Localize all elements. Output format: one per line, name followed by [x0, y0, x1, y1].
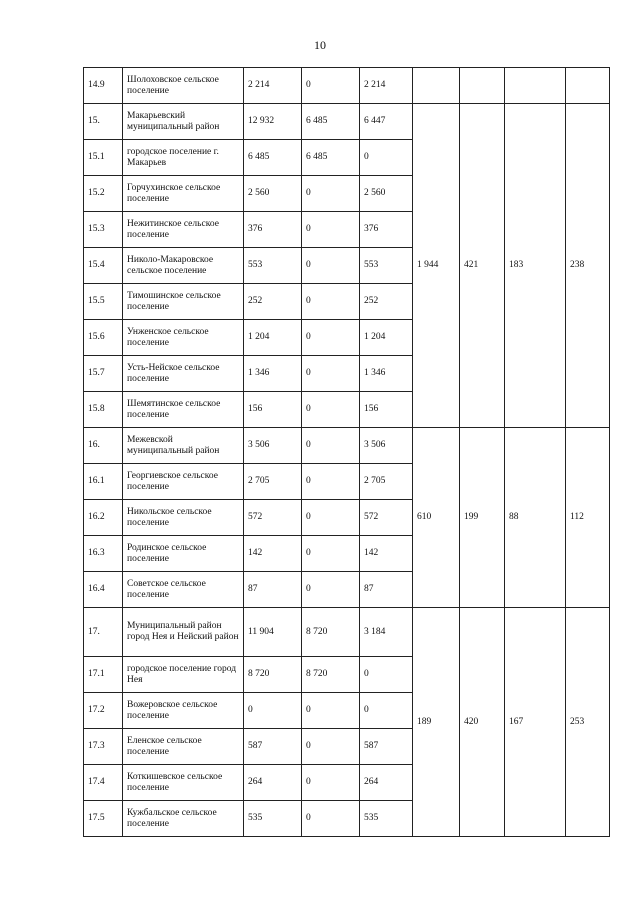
row-value-2: 0: [302, 765, 360, 801]
row-value-3: 6 447: [360, 104, 413, 140]
row-value-1: 535: [244, 801, 302, 837]
row-id: 17.5: [84, 801, 123, 837]
row-value-3: 156: [360, 392, 413, 428]
row-value-2: 6 485: [302, 104, 360, 140]
row-id: 15.8: [84, 392, 123, 428]
group-16-col-1: 610: [413, 428, 460, 608]
group-17-col-4: 253: [566, 608, 610, 837]
row-name: Нежитинское сельское поселение: [123, 212, 244, 248]
row-name: городское поселение город Нея: [123, 657, 244, 693]
row-value-2: 8 720: [302, 608, 360, 657]
row-value-3: 0: [360, 657, 413, 693]
row-name: Родинское сельское поселение: [123, 536, 244, 572]
row-value-1: 12 932: [244, 104, 302, 140]
row-value-2: 0: [302, 500, 360, 536]
row-value-1: 376: [244, 212, 302, 248]
row-id: 16.1: [84, 464, 123, 500]
empty-cell: [413, 68, 460, 104]
group-17-col-1: 189: [413, 608, 460, 837]
table-row: [84, 104, 610, 140]
row-value-1: 87: [244, 572, 302, 608]
row-value-3: 572: [360, 500, 413, 536]
row-value-3: 252: [360, 284, 413, 320]
row-name: Кужбальское сельское поселение: [123, 801, 244, 837]
row-name: Муниципальный район город Нея и Нейский район: [123, 608, 244, 657]
row-value-3: 1 346: [360, 356, 413, 392]
row-id: 16.2: [84, 500, 123, 536]
row-name: Шолоховское сельское поселение: [123, 68, 244, 104]
row-id: 14.9: [84, 68, 123, 104]
row-id: 15.7: [84, 356, 123, 392]
row-value-2: 0: [302, 693, 360, 729]
row-value-1: 587: [244, 729, 302, 765]
row-name: Тимошинское сельское поселение: [123, 284, 244, 320]
row-id: 17.1: [84, 657, 123, 693]
row-value-3: 2 214: [360, 68, 413, 104]
row-value-3: 0: [360, 693, 413, 729]
row-value-2: 0: [302, 356, 360, 392]
row-value-1: 0: [244, 693, 302, 729]
row-name: Межевской муниципальный район: [123, 428, 244, 464]
row-value-1: 252: [244, 284, 302, 320]
row-id: 15.3: [84, 212, 123, 248]
row-value-2: 0: [302, 801, 360, 837]
row-id: 16.: [84, 428, 123, 464]
row-name: городское поселение г. Макарьев: [123, 140, 244, 176]
row-value-1: 264: [244, 765, 302, 801]
row-value-3: 142: [360, 536, 413, 572]
row-id: 15.: [84, 104, 123, 140]
row-id: 17.3: [84, 729, 123, 765]
row-name: Никольское сельское поселение: [123, 500, 244, 536]
row-value-2: 0: [302, 464, 360, 500]
row-value-2: 8 720: [302, 657, 360, 693]
row-name: Вожеровское сельское поселение: [123, 693, 244, 729]
empty-cell: [566, 68, 610, 104]
row-value-3: 553: [360, 248, 413, 284]
row-value-2: 0: [302, 320, 360, 356]
row-value-3: 3 506: [360, 428, 413, 464]
group-17-col-3: 167: [505, 608, 566, 837]
row-value-2: 0: [302, 176, 360, 212]
row-value-1: 8 720: [244, 657, 302, 693]
row-value-1: 1 204: [244, 320, 302, 356]
row-value-2: 0: [302, 536, 360, 572]
row-value-1: 572: [244, 500, 302, 536]
empty-cell: [460, 68, 505, 104]
group-15-col-3: 183: [505, 104, 566, 428]
data-table: [83, 67, 610, 837]
row-value-2: 0: [302, 428, 360, 464]
row-value-2: 0: [302, 572, 360, 608]
row-name: Унженское сельское поселение: [123, 320, 244, 356]
group-16-col-2: 199: [460, 428, 505, 608]
row-id: 17.2: [84, 693, 123, 729]
row-value-3: 2 560: [360, 176, 413, 212]
row-id: 15.1: [84, 140, 123, 176]
row-value-2: 0: [302, 284, 360, 320]
row-value-3: 3 184: [360, 608, 413, 657]
row-value-3: 376: [360, 212, 413, 248]
row-value-3: 0: [360, 140, 413, 176]
row-value-1: 142: [244, 536, 302, 572]
row-value-2: 6 485: [302, 140, 360, 176]
table-row: [84, 608, 610, 657]
row-name: Усть-Нейское сельское поселение: [123, 356, 244, 392]
row-id: 17.4: [84, 765, 123, 801]
empty-cell: [505, 68, 566, 104]
row-id: 16.4: [84, 572, 123, 608]
row-value-1: 3 506: [244, 428, 302, 464]
group-17-col-2: 420: [460, 608, 505, 837]
row-value-1: 2 214: [244, 68, 302, 104]
row-value-1: 6 485: [244, 140, 302, 176]
row-id: 15.5: [84, 284, 123, 320]
row-value-2: 0: [302, 729, 360, 765]
row-name: Макарьевский муниципальный район: [123, 104, 244, 140]
row-id: 17.: [84, 608, 123, 657]
row-value-1: 1 346: [244, 356, 302, 392]
group-15-col-2: 421: [460, 104, 505, 428]
row-value-3: 87: [360, 572, 413, 608]
row-id: 15.4: [84, 248, 123, 284]
row-value-1: 2 705: [244, 464, 302, 500]
row-value-3: 535: [360, 801, 413, 837]
row-value-2: 0: [302, 392, 360, 428]
row-value-3: 1 204: [360, 320, 413, 356]
row-name: Горчухинское сельское поселение: [123, 176, 244, 212]
row-id: 16.3: [84, 536, 123, 572]
row-value-1: 2 560: [244, 176, 302, 212]
row-id: 15.2: [84, 176, 123, 212]
group-16-col-3: 88: [505, 428, 566, 608]
row-value-1: 11 904: [244, 608, 302, 657]
row-value-2: 0: [302, 212, 360, 248]
row-name: Коткишевское сельское поселение: [123, 765, 244, 801]
row-name: Шемятинское сельское поселение: [123, 392, 244, 428]
row-value-3: 2 705: [360, 464, 413, 500]
group-15-col-4: 238: [566, 104, 610, 428]
page-number: 10: [314, 38, 326, 52]
row-value-1: 553: [244, 248, 302, 284]
group-16-col-4: 112: [566, 428, 610, 608]
row-name: Советское сельское поселение: [123, 572, 244, 608]
row-name: Николо-Макаровское сельское поселение: [123, 248, 244, 284]
row-value-3: 264: [360, 765, 413, 801]
row-value-2: 0: [302, 68, 360, 104]
row-value-3: 587: [360, 729, 413, 765]
row-value-1: 156: [244, 392, 302, 428]
row-value-2: 0: [302, 248, 360, 284]
table-row: [84, 68, 610, 104]
group-15-col-1: 1 944: [413, 104, 460, 428]
row-id: 15.6: [84, 320, 123, 356]
row-name: Еленское сельское поселение: [123, 729, 244, 765]
row-name: Георгиевское сельское поселение: [123, 464, 244, 500]
table-row: [84, 428, 610, 464]
